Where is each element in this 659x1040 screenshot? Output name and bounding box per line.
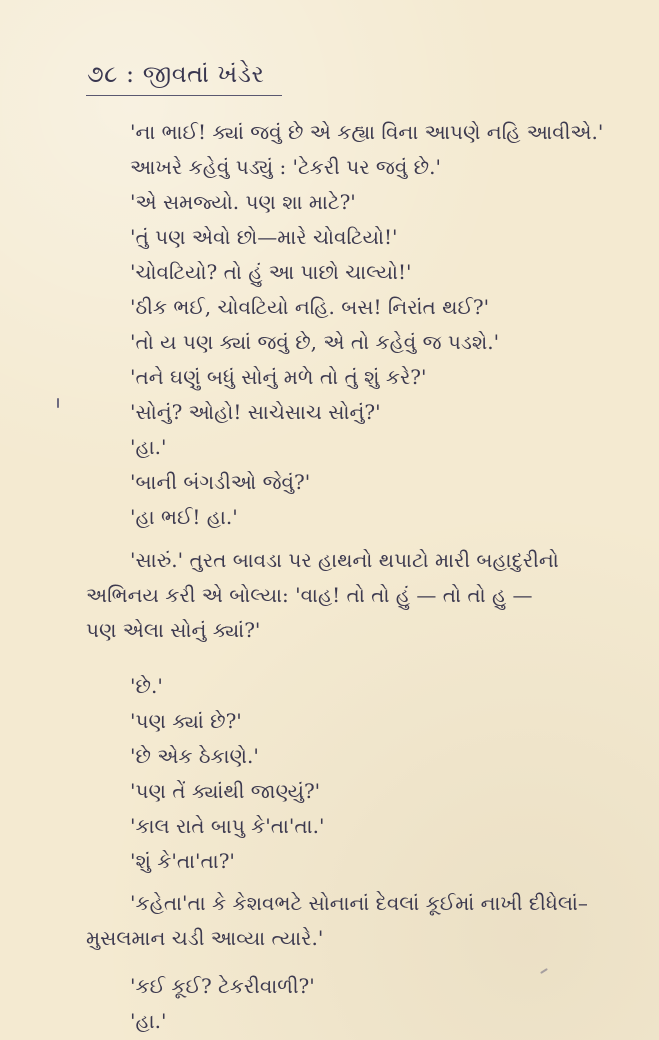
text-line: 'હા.' bbox=[130, 1009, 167, 1033]
text-line: અભિનય કરી એ બોલ્યા: 'વાહ! તો તો હું — તો તો હુ — bbox=[86, 583, 533, 607]
text-line: પણ એલા સોનું ક્યાં?' bbox=[86, 618, 261, 642]
text-line: આખરે કહેવું પડ્યું : 'ટેકરી પર જવું છે.' bbox=[130, 155, 441, 179]
text-line: 'પણ ક્યાં છે?' bbox=[130, 709, 242, 733]
text-line: 'ના ભાઈ! ક્યાં જવું છે એ કહ્યા વિના આપણે નહિ આવીએ.' bbox=[130, 120, 604, 144]
text-line: 'બાની બંગડીઓ જેવું?' bbox=[130, 470, 311, 494]
text-line: 'છે એક ઠેકાણે.' bbox=[130, 744, 259, 768]
text-line: 'શું કે'તા'તા?' bbox=[130, 849, 235, 873]
text-line: 'તો ય પણ ક્યાં જવું છે, એ તો કહેવું જ પડશે.' bbox=[130, 330, 500, 354]
text-line: 'હા.' bbox=[130, 435, 167, 459]
text-line: 'ઠીક ભઈ, ચોવટિયો નહિ. બસ! નિરાંત થઈ?' bbox=[130, 295, 490, 319]
text-line: 'કઈ કૂઈ? ટેકરીવાળી?' bbox=[130, 974, 315, 998]
text-line: 'તું પણ એવો છો—મારે ચોવટિયો!' bbox=[130, 225, 398, 249]
text-line: મુસલમાન ચડી આવ્યા ત્યારે.' bbox=[86, 926, 324, 950]
text-line: 'સારું.' તુરત બાવડા પર હાથનો થપાટો મારી બહાદુરીનો bbox=[130, 548, 559, 572]
text-line: 'કહેતા'તા કે કેશવભટે સોનાનાં દેવલાં કૂઈમાં નાખી દીધેલાં– bbox=[130, 891, 588, 915]
text-line: 'સોનું? ઓહો! સાચેસાચ સોનું?' bbox=[130, 400, 381, 424]
text-line: 'એ સમજ્યો. પણ શા માટે?' bbox=[130, 190, 356, 214]
text-line: 'હા ભઈ! હા.' bbox=[130, 505, 238, 529]
stray-pencil-mark bbox=[540, 968, 548, 974]
text-line: 'તને ઘણું બધું સોનું મળે તો તું શું કરે?' bbox=[130, 365, 427, 389]
text-line: 'પણ તેં ક્યાંથી જાણ્યું?' bbox=[130, 779, 321, 803]
page-header: ૭૮ : જીવતાં ખંડેર bbox=[87, 60, 265, 88]
margin-mark bbox=[57, 398, 59, 408]
header-underline bbox=[86, 95, 282, 96]
text-line: 'કાલ રાતે બાપુ કે'તા'તા.' bbox=[130, 814, 325, 838]
text-line: 'ચોવટિયો? તો હું આ પાછો ચાલ્યો!' bbox=[130, 260, 412, 284]
text-line: 'છે.' bbox=[130, 674, 163, 698]
